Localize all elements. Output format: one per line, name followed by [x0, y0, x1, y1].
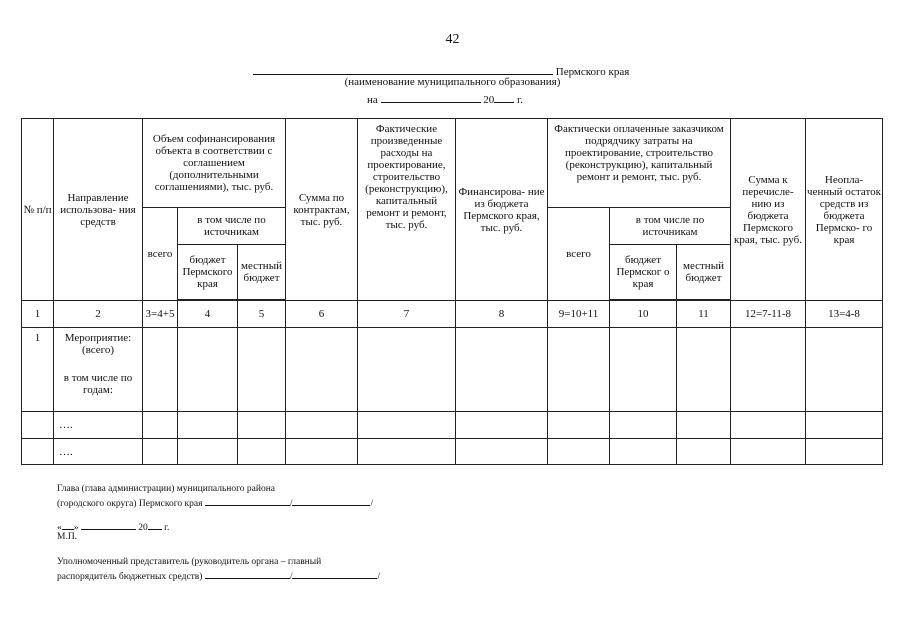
- head-signature-label: (городского округа) Пермского края: [57, 499, 203, 509]
- table-cell: [677, 439, 731, 465]
- table-cell: [143, 412, 178, 439]
- table-row: [22, 328, 883, 412]
- footer-year-prefix: 20: [138, 523, 148, 533]
- table-cell: [22, 439, 54, 465]
- table-cell: [358, 412, 456, 439]
- table-cell: [22, 412, 54, 439]
- column-number: 1: [22, 301, 54, 328]
- table-cell: [143, 328, 178, 412]
- page-number: 42: [445, 32, 460, 47]
- row-label: ….: [54, 412, 143, 439]
- municipality-blank: [253, 62, 553, 75]
- column-number: 4: [178, 301, 238, 328]
- column-number: 5: [238, 301, 286, 328]
- table-cell: [456, 412, 548, 439]
- row-label-by-years: в том числе по годам:: [63, 372, 133, 396]
- table-cell: [178, 439, 238, 465]
- month-blank: [81, 519, 136, 530]
- table-cell: [731, 439, 806, 465]
- date-prefix: на: [367, 94, 378, 106]
- row-label: [54, 328, 143, 412]
- separator: /: [289, 499, 293, 509]
- date-line: [367, 90, 523, 106]
- signature-blank: [205, 495, 290, 506]
- col-volume-local-header: местный бюджет: [238, 245, 286, 300]
- table-cell: [238, 412, 286, 439]
- table-cell: [358, 439, 456, 465]
- table-cell: [806, 412, 883, 439]
- quote-open: «: [57, 523, 62, 533]
- municipality-caption: (наименование муниципального образования): [344, 76, 561, 88]
- column-number: 12=7-11-8: [731, 301, 806, 328]
- table-cell: [178, 328, 238, 412]
- table-cell: [238, 439, 286, 465]
- table-cell: [610, 439, 677, 465]
- table-cell: [143, 439, 178, 465]
- table-cell: [610, 412, 677, 439]
- column-number: 8: [456, 301, 548, 328]
- rep-signature-title: Уполномоченный представитель (руководитель органа – главный: [57, 557, 322, 567]
- col-volume-total-header: всего: [143, 208, 178, 301]
- col-paid-regional-header: бюджет Пермског о края: [610, 245, 677, 300]
- column-number: 2: [54, 301, 143, 328]
- region-label: Пермского края: [555, 66, 630, 78]
- column-number: 3=4+5: [143, 301, 178, 328]
- col-num-header: № п/п: [22, 119, 54, 301]
- footer-year-suffix: г.: [164, 523, 170, 533]
- table-cell: [806, 328, 883, 412]
- date-blank: [381, 90, 481, 103]
- table-cell: [548, 412, 610, 439]
- table-cell: [358, 328, 456, 412]
- col-paid-total-header: всего: [548, 208, 610, 301]
- column-number: 9=10+11: [548, 301, 610, 328]
- column-number: 11: [677, 301, 731, 328]
- separator: /: [377, 572, 381, 582]
- quote-close: »: [73, 523, 79, 533]
- col-financing-header: Финансирова- ние из бюджета Пермского края, тыс. руб.: [456, 119, 548, 301]
- table-cell: [610, 328, 677, 412]
- table-cell: [456, 328, 548, 412]
- name-blank: [292, 568, 377, 579]
- year-prefix: 20: [483, 94, 495, 106]
- table-cell: [286, 328, 358, 412]
- day-blank: [62, 519, 74, 530]
- col-actual-header: Фактические произведенные расходы на проектирование, строительство (реконструкцию), капитальный ремонт и ремонт, тыс. руб.: [358, 119, 456, 301]
- column-number: 13=4-8: [806, 301, 883, 328]
- table-cell: [677, 328, 731, 412]
- table-cell: [731, 328, 806, 412]
- col-paid-header: Фактически оплаченные заказчиком подрядчику затраты на проектирование, строительство (реконструкцию), капитальный ремонт и ремонт, тыс. руб.: [548, 119, 731, 208]
- table-cell: [286, 412, 358, 439]
- table-cell: [548, 328, 610, 412]
- year-blank: [494, 90, 514, 103]
- col-contracts-header: Сумма по контрактам, тыс. руб.: [286, 119, 358, 301]
- stamp-place: М.П.: [57, 532, 78, 542]
- separator: /: [289, 572, 293, 582]
- head-signature-title: Глава (глава администрации) муниципального района: [57, 484, 276, 494]
- table-row: [22, 412, 883, 439]
- name-blank: [292, 495, 370, 506]
- col-remainder-header: Неопла- ченный остаток средств из бюджета Пермско- го края: [806, 119, 883, 301]
- separator: /: [370, 499, 374, 509]
- row-label-total: Мероприятие: (всего): [64, 332, 132, 356]
- table-cell: [731, 412, 806, 439]
- table-cell: [286, 439, 358, 465]
- row-number: 1: [22, 328, 54, 412]
- report-table: [21, 118, 883, 465]
- table-cell: [456, 439, 548, 465]
- rep-signature-line: [57, 568, 380, 583]
- rep-signature-label: распорядитель бюджетных средств): [57, 572, 203, 582]
- year-suffix: г.: [517, 94, 524, 106]
- table-cell: [238, 328, 286, 412]
- table-cell: [548, 439, 610, 465]
- column-number: 7: [358, 301, 456, 328]
- col-volume-header: Объем софинансирования объекта в соответствии с соглашением (дополнительными соглашениями), тыс. руб.: [143, 119, 286, 208]
- table-row: [22, 439, 883, 465]
- column-number: 10: [610, 301, 677, 328]
- row-label: ….: [54, 439, 143, 465]
- table-cell: [806, 439, 883, 465]
- signature-blank: [205, 568, 290, 579]
- col-transfer-header: Сумма к перечисле- нию из бюджета Пермского края, тыс. руб.: [731, 119, 806, 301]
- head-signature-line: [57, 495, 373, 510]
- column-number: 6: [286, 301, 358, 328]
- footer-year-blank: [148, 519, 162, 530]
- table-cell: [677, 412, 731, 439]
- col-volume-regional-header: бюджет Пермского края: [178, 245, 238, 300]
- col-paid-sources-header: в том числе по источникам: [610, 208, 731, 245]
- col-volume-sources-header: в том числе по источникам: [178, 208, 286, 245]
- column-numbers-row: [22, 301, 883, 328]
- col-paid-local-header: местный бюджет: [677, 245, 731, 300]
- table-cell: [178, 412, 238, 439]
- col-direction-header: Направление использова- ния средств: [54, 119, 143, 301]
